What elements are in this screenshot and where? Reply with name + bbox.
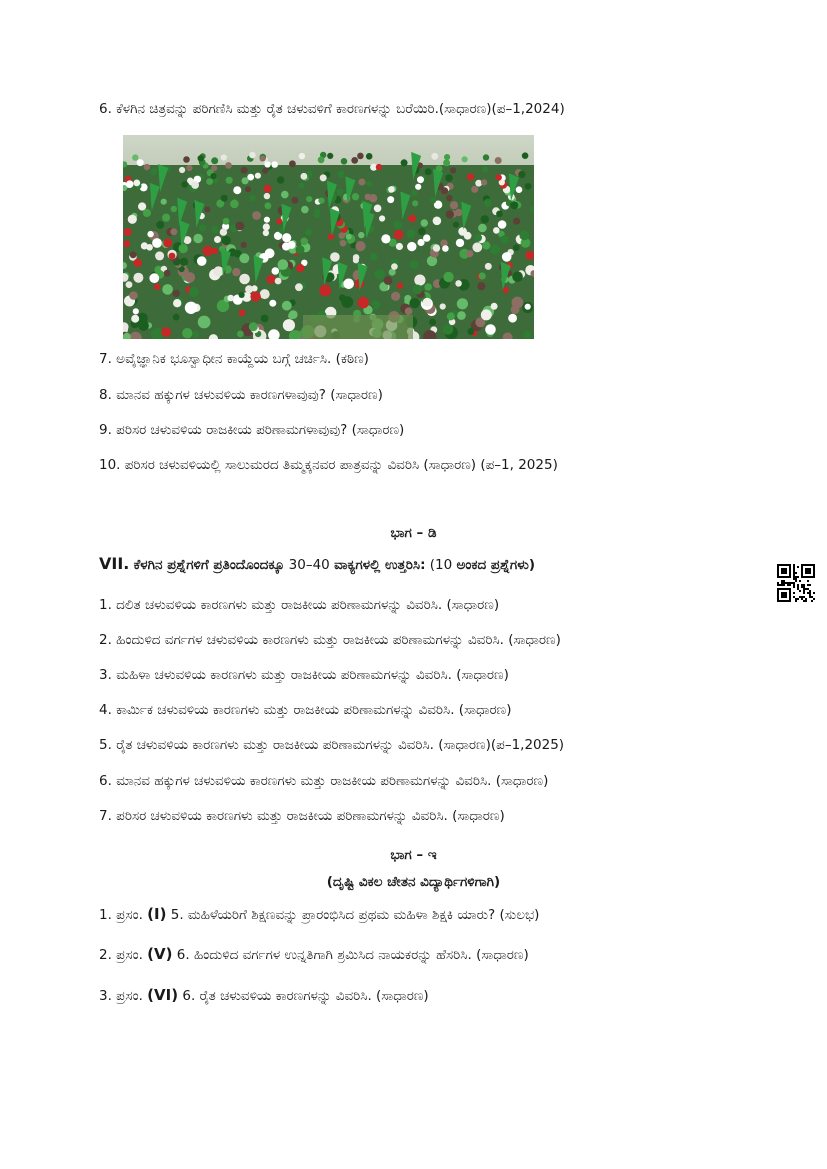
section-e-subtitle: (ದೃಷ್ಟಿ ವಿಕಲ ಚೇತನ ವಿದ್ಯಾರ್ಥಿಗಳಿಗಾಗಿ) <box>326 874 501 890</box>
question-e1 <box>99 905 539 923</box>
question-c9: 9. ಪರಿಸರ ಚಳುವಳಿಯ ರಾಜಕೀಯ ಪರಿಣಾಮಗಳಾವುವು? (ಸಾಧಾರಣ) <box>99 422 405 438</box>
question-e3-prefix: 3. ಪ್ರಸಂ. <box>99 988 143 1004</box>
question-e1-text: 5. ಮಹಿಳೆಯರಿಗೆ ಶಿಕ್ಷಣವನ್ನು ಪ್ರಾರಂಭಿಸಿದ ಪ್ರಥಮ ಮಹಿಳಾ ಶಿಕ್ಷಕಿ ಯಾರು? (ಸುಲಭ) <box>170 907 540 923</box>
question-e2-prefix: 2. ಪ್ರಸಂ. <box>99 947 143 963</box>
question-c10: 10. ಪರಿಸರ ಚಳುವಳಿಯಲ್ಲಿ ಸಾಲುಮರದ ತಿಮ್ಮಕ್ಕನವರ ಪಾತ್ರವನ್ನು ವಿವರಿಸಿ (ಸಾಧಾರಣ) (ಪ–1, 2025) <box>99 457 558 473</box>
question-d6: 6. ಮಾನವ ಹಕ್ಕುಗಳ ಚಳುವಳಿಯ ಕಾರಣಗಳು ಮತ್ತು ರಾಜಕೀಯ ಪರಿಣಾಮಗಳನ್ನು ವಿವರಿಸಿ. (ಸಾಧಾರಣ) <box>99 773 549 789</box>
farmers-protest-photo <box>123 135 534 339</box>
question-e3-text: 6. ರೈತ ಚಳುವಳಿಯ ಕಾರಣಗಳನ್ನು ವಿವರಿಸಿ. (ಸಾಧಾರಣ) <box>182 988 429 1004</box>
question-d7: 7. ಪರಿಸರ ಚಳುವಳಿಯ ಕಾರಣಗಳು ಮತ್ತು ರಾಜಕೀಯ ಪರಿಣಾಮಗಳನ್ನು ವಿವರಿಸಿ. (ಸಾಧಾರಣ) <box>99 808 505 824</box>
question-e2 <box>99 945 529 963</box>
question-e3-ref: (VI) <box>147 986 179 1004</box>
section-d-title: ಭಾಗ – ಡಿ <box>390 525 437 541</box>
question-e1-ref: (I) <box>147 905 167 923</box>
section-e-title: ಭಾಗ – ಇ <box>390 847 437 863</box>
instruction-part-b: ವಾಕ್ಯಗಳಲ್ಲಿ ಉತ್ತರಿಸಿ: <box>334 557 426 573</box>
question-d1: 1. ದಲಿತ ಚಳುವಳಿಯ ಕಾರಣಗಳು ಮತ್ತು ರಾಜಕೀಯ ಪರಿಣಾಮಗಳನ್ನು ವಿವರಿಸಿ. (ಸಾಧಾರಣ) <box>99 597 500 613</box>
instruction-part-d: ಅಂಕದ ಪ್ರಶ್ನೆಗಳು) <box>456 557 536 573</box>
instruction-range: 30–40 <box>288 557 330 573</box>
question-e2-ref: (V) <box>147 945 173 963</box>
question-d2: 2. ಹಿಂದುಳಿದ ವರ್ಗಗಳ ಚಳುವಳಿಯ ಕಾರಣಗಳು ಮತ್ತು ರಾಜಕೀಯ ಪರಿಣಾಮಗಳನ್ನು ವಿವರಿಸಿ. (ಸಾಧಾರಣ) <box>99 632 561 648</box>
question-e2-text: 6. ಹಿಂದುಳಿದ ವರ್ಗಗಳ ಉನ್ನತಿಗಾಗಿ ಶ್ರಮಿಸಿದ ನಾಯಕರನ್ನು ಹೆಸರಿಸಿ. (ಸಾಧಾರಣ) <box>176 947 529 963</box>
question-c8: 8. ಮಾನವ ಹಕ್ಕುಗಳ ಚಳುವಳಿಯ ಕಾರಣಗಳಾವುವು? (ಸಾಧಾರಣ) <box>99 387 383 403</box>
question-e3 <box>99 986 429 1004</box>
instruction-part-a: ಕೆಳಗಿನ ಪ್ರಶ್ನೆಗಳಿಗೆ ಪ್ರತಿಂದೊಂದಕ್ಕೂ <box>133 557 285 573</box>
question-d3: 3. ಮಹಿಳಾ ಚಳುವಳಿಯ ಕಾರಣಗಳು ಮತ್ತು ರಾಜಕೀಯ ಪರಿಣಾಮಗಳನ್ನು ವಿವರಿಸಿ. (ಸಾಧಾರಣ) <box>99 667 509 683</box>
qr-code-icon[interactable] <box>777 564 815 602</box>
section-d-instruction <box>99 554 535 573</box>
instruction-part-c: (10 <box>429 557 453 573</box>
question-c6: 6. ಕೆಳಗಿನ ಚಿತ್ರವನ್ನು ಪರಿಗಣಿಸಿ ಮತ್ತು ರೈತ ಚಳುವಳಿಗೆ ಕಾರಣಗಳನ್ನು ಬರೆಯಿರಿ.(ಸಾಧಾರಣ)(ಪ–1,2024) <box>99 101 565 117</box>
question-d5: 5. ರೈತ ಚಳುವಳಿಯ ಕಾರಣಗಳು ಮತ್ತು ರಾಜಕೀಯ ಪರಿಣಾಮಗಳನ್ನು ವಿವರಿಸಿ. (ಸಾಧಾರಣ)(ಪ–1,2025) <box>99 737 565 753</box>
instruction-number: VII. <box>99 554 130 573</box>
question-d4: 4. ಕಾರ್ಮಿಕ ಚಳುವಳಿಯ ಕಾರಣಗಳು ಮತ್ತು ರಾಜಕೀಯ ಪರಿಣಾಮಗಳನ್ನು ವಿವರಿಸಿ. (ಸಾಧಾರಣ) <box>99 702 512 718</box>
question-c7: 7. ಅವೈಜ್ಞಾನಿಕ ಭೂಸ್ವಾಧೀನ ಕಾಯ್ದೆಯ ಬಗ್ಗೆ ಚರ್ಚಿಸಿ. (ಕಠಿಣ) <box>99 351 369 367</box>
question-e1-prefix: 1. ಪ್ರಸಂ. <box>99 907 143 923</box>
